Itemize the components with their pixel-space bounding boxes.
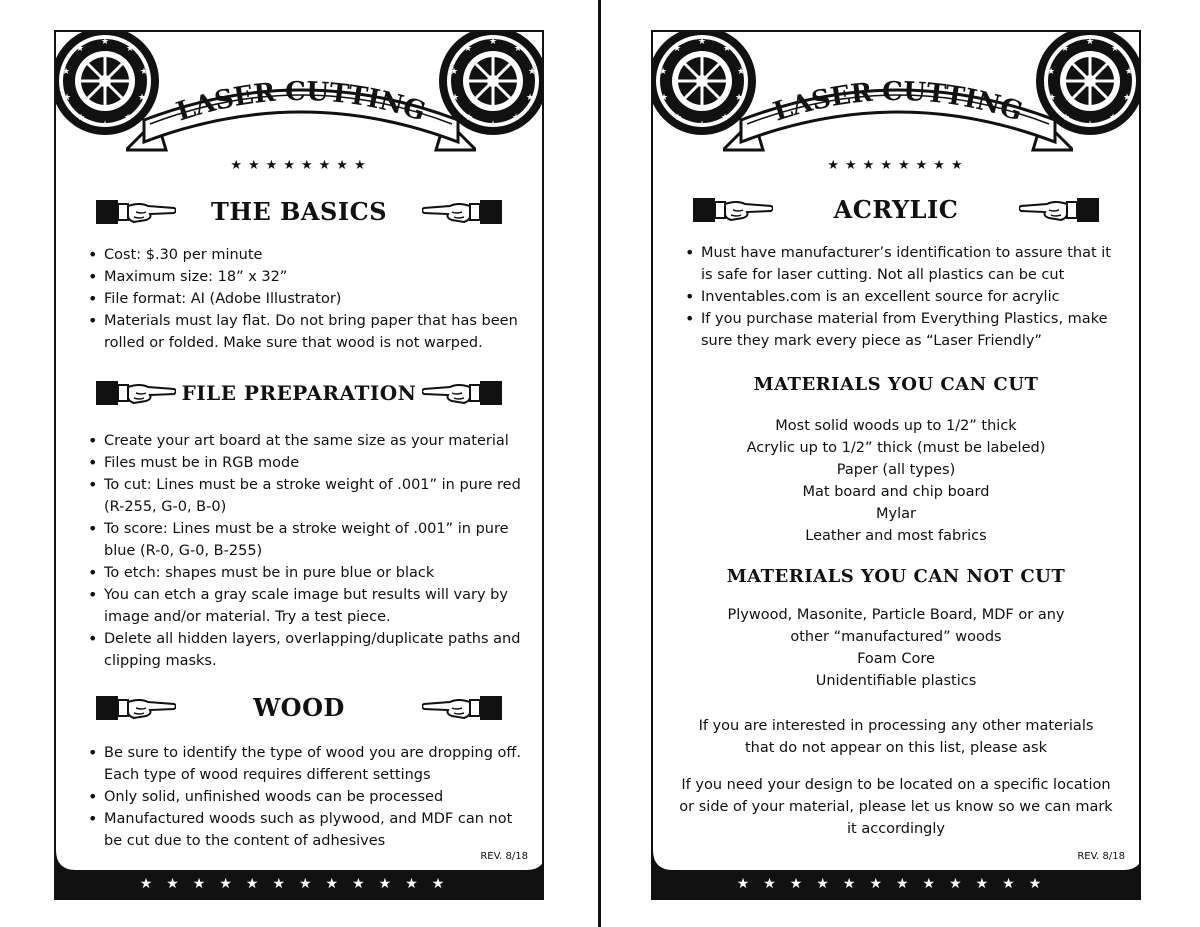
pointing-hand-right-icon: [96, 198, 176, 228]
title-banner: [723, 70, 1073, 180]
placement-note: If you need your design to be located on a specific location or side of your material, please let us know so we can mark it accordingly: [679, 777, 1113, 837]
laser-cutting-card-materials: [651, 30, 1141, 900]
title-banner: [126, 70, 476, 180]
section-header-acrylic: [693, 192, 1099, 228]
list-item: • Delete all hidden layers, overlapping/duplicate paths and clipping masks.: [84, 628, 522, 672]
section-title: THE BASICS: [210, 197, 388, 226]
pointing-hand-left-icon: [1019, 196, 1099, 226]
card-bottom-curve: [653, 850, 1141, 870]
card-bottom-curve: [56, 850, 544, 870]
list-item: Unidentifiable plastics: [815, 673, 977, 689]
list-item: • Must have manufacturer’s identification to assure that it is safe for laser cutting. Not all plastics can be cut: [681, 242, 1119, 286]
section-title: ACRYLIC: [833, 195, 959, 224]
list-item: • Create your art board at the same size as your material: [84, 430, 522, 452]
pointing-hand-right-icon: [693, 196, 773, 226]
pointing-hand-left-icon: [422, 694, 502, 724]
list-item: • Cost: $.30 per minute: [84, 244, 522, 266]
list-item: • To etch: shapes must be in pure blue or black: [84, 562, 522, 584]
section-header-wood: [96, 690, 502, 726]
list-item: Mylar: [876, 506, 916, 522]
banner-title: LASER CUTTING: [172, 76, 430, 128]
materials-can-cut-list: [663, 415, 1129, 547]
section-header-file-preparation: [96, 375, 502, 411]
list-item: • To score: Lines must be a stroke weight of .001” in pure blue (R-0, G-0, B-255): [84, 518, 522, 562]
list-item: • Files must be in RGB mode: [84, 452, 522, 474]
list-item: • You can etch a gray scale image but results will vary by image and/or material. Try a test piece.: [84, 584, 522, 628]
star-row: ★★★★★★★★: [230, 158, 372, 173]
list-item: • Only solid, unfinished woods can be processed: [84, 786, 522, 808]
materials-can-cut-heading: MATERIALS YOU CAN CUT: [753, 374, 1039, 395]
file-preparation-list: [84, 430, 522, 672]
list-item: Paper (all types): [836, 462, 956, 478]
pointing-hand-right-icon: [96, 379, 176, 409]
star-footer: ★★★★★★★★★★★★: [56, 870, 542, 898]
list-item: • Be sure to identify the type of wood you are dropping off. Each type of wood requires different settings: [84, 742, 522, 786]
list-item: Leather and most fabrics: [805, 528, 987, 544]
list-item: Foam Core: [857, 651, 935, 667]
laser-cutting-card-basics: [54, 30, 544, 900]
list-item: Acrylic up to 1/2” thick (must be labeled): [746, 440, 1046, 456]
pointing-hand-left-icon: [422, 198, 502, 228]
list-item: • Manufactured woods such as plywood, and MDF can not be cut due to the content of adhesives: [84, 808, 522, 852]
materials-cannot-cut-heading: MATERIALS YOU CAN NOT CUT: [726, 566, 1066, 587]
pointing-hand-right-icon: [96, 694, 176, 724]
banner-title: LASER CUTTING: [769, 76, 1027, 128]
list-item: • File format: AI (Adobe Illustrator): [84, 288, 522, 310]
section-title: WOOD: [253, 693, 345, 722]
wood-list: [84, 742, 522, 852]
list-item: Mat board and chip board: [802, 484, 990, 500]
list-item: Most solid woods up to 1/2” thick: [775, 418, 1017, 434]
revision-label: REV. 8/18: [1077, 851, 1125, 862]
basics-list: [84, 244, 522, 354]
star-row: ★★★★★★★★: [827, 158, 969, 173]
list-item: Plywood, Masonite, Particle Board, MDF or any: [727, 607, 1065, 623]
list-item: • To cut: Lines must be a stroke weight of .001” in pure red (R-255, G-0, B-0): [84, 474, 522, 518]
materials-cannot-cut-list: [663, 604, 1129, 692]
list-item: • Maximum size: 18” x 32”: [84, 266, 522, 288]
pointing-hand-left-icon: [422, 379, 502, 409]
ribbon-icon: [126, 70, 476, 160]
star-footer: ★★★★★★★★★★★★: [653, 870, 1139, 898]
list-item: • If you purchase material from Everything Plastics, make sure they mark every piece as “Laser Friendly”: [681, 308, 1119, 352]
page-divider: [598, 0, 601, 927]
ribbon-icon: [723, 70, 1073, 160]
list-item: • Materials must lay flat. Do not bring paper that has been rolled or folded. Make sure that wood is not warped.: [84, 310, 522, 354]
revision-label: REV. 8/18: [480, 851, 528, 862]
section-title: FILE PREPARATION: [181, 381, 417, 405]
acrylic-list: [681, 242, 1119, 352]
other-materials-note: If you are interested in processing any other materials that do not appear on this list, please ask: [698, 718, 1094, 756]
list-item: other “manufactured” woods: [790, 629, 1002, 645]
list-item: • Inventables.com is an excellent source for acrylic: [681, 286, 1119, 308]
section-header-basics: [96, 194, 502, 230]
